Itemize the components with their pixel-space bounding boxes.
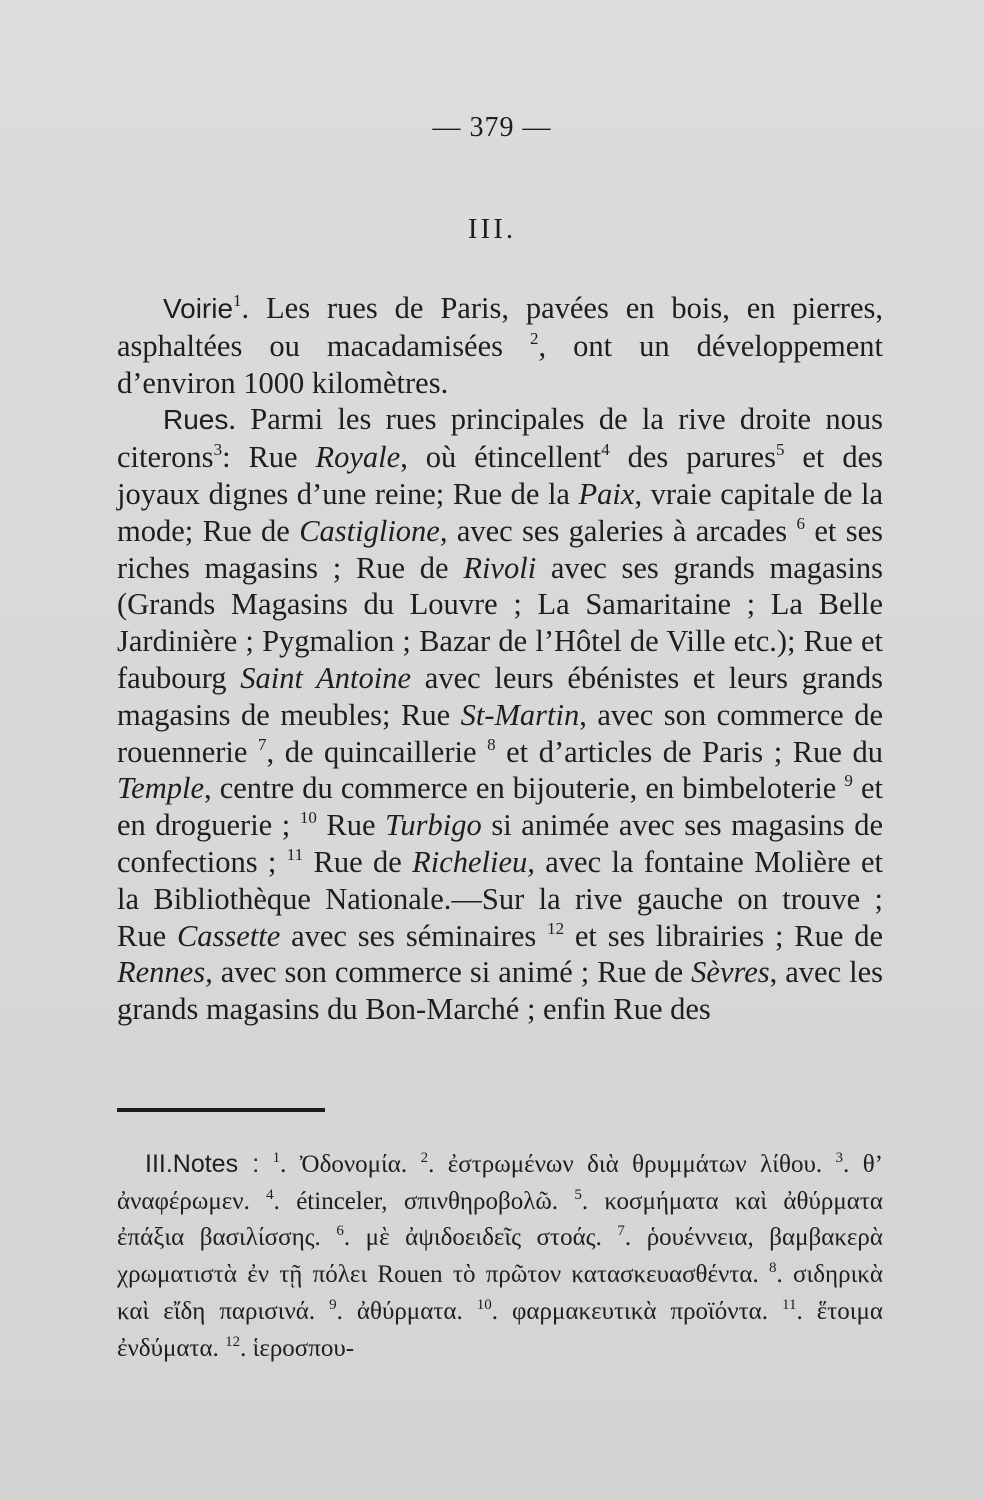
street-name: Castiglione, — [299, 513, 448, 548]
footnotes-body — [117, 1151, 883, 1362]
footnote-ref: 4 — [266, 1186, 274, 1203]
text-run: avec ses grands magasins (Grands Magasins du Louvre ; La Samaritaine ; La Belle Jardinière ; Pygmalion ; Bazar de l’Hôtel de Ville etc.); Rue et faubourg — [117, 550, 884, 695]
footnote-ref: 5 — [775, 440, 785, 460]
text-run: et en droguerie ; — [117, 771, 883, 843]
footnote-ref: 10 — [299, 808, 317, 828]
text-run: . ἕτοιμα ἐνδύματα. — [117, 1297, 883, 1362]
footnote-ref: 8 — [487, 734, 496, 754]
text-run: avec la fontaine Molière et la Bibliothèque Nationale.—Sur la rive gauche on trouve ; Rue — [117, 844, 884, 953]
footnote-ref: 11 — [286, 844, 304, 864]
footnote-ref: 5 — [574, 1186, 582, 1203]
paragraph-head: Voirie — [163, 293, 234, 324]
text-run: . ῥουέννεια, βαμβακερὰ χρωματιστὰ ἐν τῇ πόλει Rouen τὸ πρῶτον κατασκευασθέντα. — [117, 1224, 883, 1289]
text-run: Rue — [316, 808, 386, 843]
text-run: et des joyaux dignes d’une reine; Rue de la — [117, 440, 883, 511]
text-run: avec ses galeries à arcades — [447, 513, 797, 548]
text-run: , ont un développement d’environ 1000 kilomètres. — [117, 328, 883, 400]
footnote-ref: 2 — [420, 1150, 429, 1166]
text-run: . φαρμακευτικὰ προϊόντα. — [491, 1297, 782, 1325]
paragraph-body — [117, 402, 883, 1026]
street-name: Richelieu, — [412, 844, 535, 879]
footnote-ref: 1 — [233, 291, 242, 310]
text-run: . ἱεροσπου- — [240, 1334, 355, 1362]
street-name: Cassette — [176, 918, 281, 953]
text-run: et ses riches magasins ; Rue de — [117, 513, 883, 585]
text-run: . Les rues de Paris, pavées en bois, en pierres, asphaltées ou macadamisées — [117, 291, 883, 363]
text-run: avec son commerce si animé ; Rue de — [212, 955, 692, 990]
text-run: : Rue — [222, 440, 316, 475]
main-text — [117, 290, 883, 1028]
text-run: . étinceler, σπινθηροβολῶ. — [273, 1187, 575, 1215]
street-name: Rennes, — [117, 955, 213, 990]
text-run: et ses librairies ; Rue de — [564, 918, 883, 953]
text-run: , avec les grands magasins du Bon-Marché ; enfin Rue des — [117, 955, 883, 1027]
footnote-ref: 6 — [796, 513, 806, 533]
text-run: . σιδηρικὰ καὶ εἴδη παρισινά. — [117, 1261, 883, 1325]
text-run: , vraie capitale de la mode; Rue de — [117, 476, 883, 548]
text-run: avec leurs ébénistes et leurs grands magasins de meubles; Rue — [117, 660, 884, 732]
text-run: . κοσμήματα καὶ ἀθύρματα ἐπάξια βασιλίσσης. — [117, 1187, 883, 1252]
street-name: Saint Antoine — [240, 660, 412, 695]
footnote-ref: 7 — [617, 1223, 625, 1240]
footnote-ref: 9 — [844, 771, 853, 791]
footnote-ref: 4 — [601, 440, 610, 460]
section-heading: III. — [467, 213, 517, 245]
footnote-ref: 6 — [336, 1223, 344, 1240]
footnote-ref: 3 — [213, 440, 223, 460]
text-run: , avec son commerce de rouennerie — [117, 697, 883, 769]
street-name: Turbigo — [385, 808, 482, 843]
street-name: Paix — [578, 476, 635, 511]
street-name: Sèvres — [691, 955, 770, 990]
paragraph-head: Rues — [163, 404, 229, 436]
text-run: des parures — [609, 440, 776, 475]
footnotes-head: III.Notes : — [145, 1150, 260, 1178]
footnote-ref: 8 — [769, 1260, 777, 1277]
street-name: Royale — [315, 440, 401, 475]
text-run: Rue de — [303, 844, 413, 879]
text-run: . ἐστρωμένων διὰ θρυμμάτων λίθου. — [428, 1151, 836, 1178]
footnote-ref: 12 — [225, 1333, 241, 1350]
text-run: . Ὀδονομία. — [280, 1151, 421, 1178]
text-run: . ἀθύρματα. — [336, 1297, 477, 1325]
footnote-ref: 9 — [329, 1296, 337, 1313]
text-run: , centre du commerce en bijouterie, en bimbeloterie — [204, 771, 845, 806]
paragraph-rues — [117, 401, 883, 1028]
footnote-ref: 7 — [257, 734, 267, 754]
text-run: , de quincaillerie — [266, 734, 488, 769]
footnote-ref: 1 — [272, 1150, 281, 1166]
text-run: . μὲ ἀψιδοειδεῖς στοάς. — [343, 1224, 618, 1252]
footnotes — [117, 1146, 883, 1367]
page-number: — 379 — — [432, 112, 552, 143]
paragraph-voirie — [117, 290, 883, 401]
footnote-ref: 12 — [547, 918, 565, 938]
text-run: avec ses séminaires — [280, 918, 548, 953]
text-run: . θ’ ἀναφέρωμεν. — [117, 1151, 884, 1215]
footnote-ref: 11 — [782, 1296, 797, 1313]
text-run — [259, 1151, 272, 1178]
footnote-divider — [117, 1108, 325, 1112]
text-run: . Parmi les rues principales de la rive droite nous citerons — [117, 402, 883, 475]
footnote-ref: 3 — [835, 1150, 844, 1166]
text-run: , où étincellent — [400, 440, 602, 475]
footnote-ref: 10 — [476, 1296, 492, 1313]
text-run: si animée avec ses magasins de confections ; — [117, 808, 884, 879]
street-name: Rivoli — [463, 550, 537, 585]
street-name: Temple — [117, 771, 204, 806]
street-name: St-Martin — [460, 697, 580, 732]
text-run: et d’articles de Paris ; Rue du — [495, 734, 883, 769]
footnote-ref: 2 — [530, 328, 539, 348]
